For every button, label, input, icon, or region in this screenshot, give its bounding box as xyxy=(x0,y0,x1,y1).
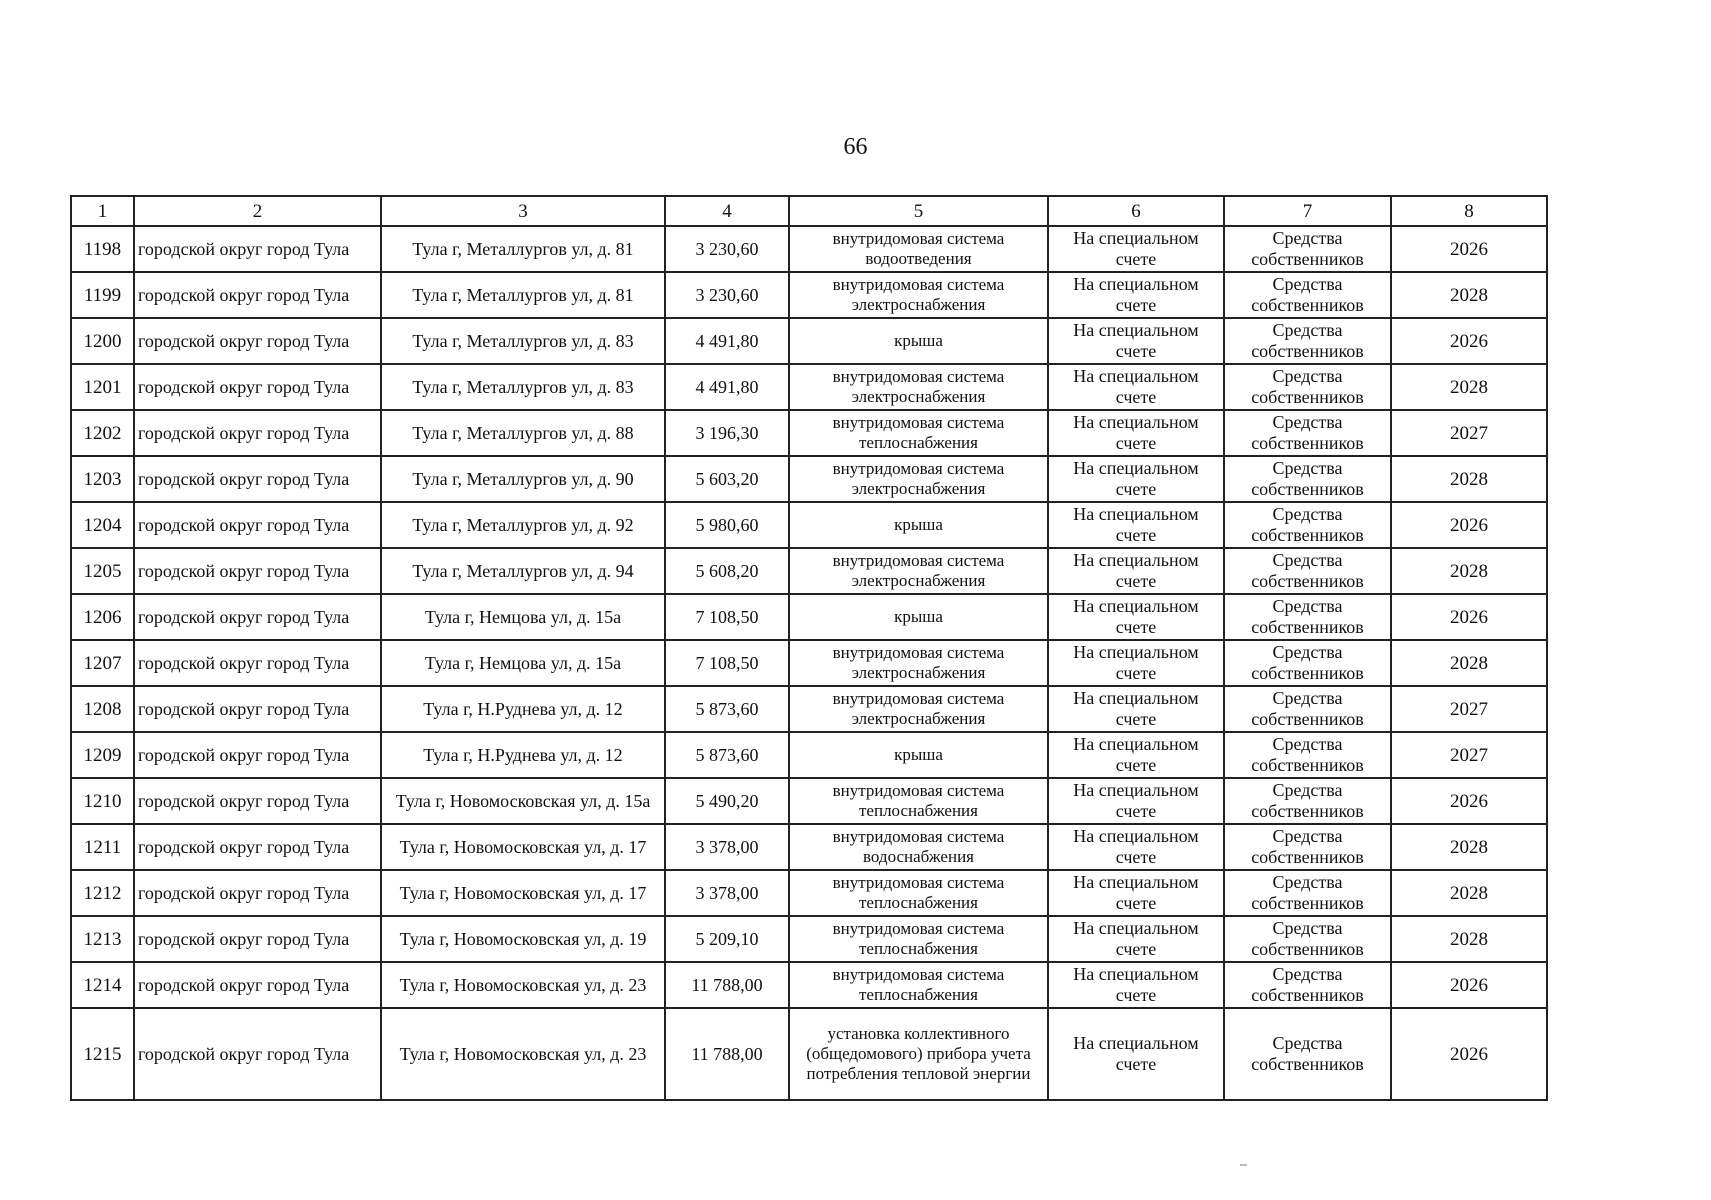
district-cell: городской округ город Тула xyxy=(134,456,381,502)
funding-source-cell: Средства собственников xyxy=(1224,364,1391,410)
address-cell: Тула г, Новомосковская ул, д. 23 xyxy=(381,962,665,1008)
address-cell: Тула г, Металлургов ул, д. 94 xyxy=(381,548,665,594)
area-cell: 7 108,50 xyxy=(665,640,789,686)
district-cell: городской округ город Тула xyxy=(134,226,381,272)
year-cell: 2028 xyxy=(1391,824,1547,870)
funding-source-cell: Средства собственников xyxy=(1224,824,1391,870)
row-number-cell: 1215 xyxy=(71,1008,134,1100)
work-type-cell: крыша xyxy=(789,732,1048,778)
fund-account-cell: На специальном счете xyxy=(1048,272,1224,318)
area-cell: 3 196,30 xyxy=(665,410,789,456)
year-cell: 2027 xyxy=(1391,410,1547,456)
work-type-cell: внутридомовая система электроснабжения xyxy=(789,640,1048,686)
district-cell: городской округ город Тула xyxy=(134,824,381,870)
table-row xyxy=(71,318,1547,364)
year-cell: 2026 xyxy=(1391,318,1547,364)
funding-source-cell: Средства собственников xyxy=(1224,548,1391,594)
header-cell: 3 xyxy=(381,196,665,226)
scan-artifact xyxy=(1240,1164,1247,1166)
row-number-cell: 1206 xyxy=(71,594,134,640)
fund-account-cell: На специальном счете xyxy=(1048,732,1224,778)
fund-account-cell: На специальном счете xyxy=(1048,640,1224,686)
row-number-cell: 1203 xyxy=(71,456,134,502)
year-cell: 2026 xyxy=(1391,962,1547,1008)
table-row xyxy=(71,502,1547,548)
address-cell: Тула г, Металлургов ул, д. 92 xyxy=(381,502,665,548)
funding-source-cell: Средства собственников xyxy=(1224,640,1391,686)
header-cell: 1 xyxy=(71,196,134,226)
district-cell: городской округ город Тула xyxy=(134,272,381,318)
table-row xyxy=(71,594,1547,640)
header-row xyxy=(71,196,1547,226)
area-cell: 11 788,00 xyxy=(665,1008,789,1100)
work-type-cell: установка коллективного (общедомового) прибора учета потребления тепловой энергии xyxy=(789,1008,1048,1100)
fund-account-cell: На специальном счете xyxy=(1048,548,1224,594)
table-row xyxy=(71,456,1547,502)
funding-source-cell: Средства собственников xyxy=(1224,870,1391,916)
area-cell: 5 873,60 xyxy=(665,732,789,778)
address-cell: Тула г, Металлургов ул, д. 88 xyxy=(381,410,665,456)
address-cell: Тула г, Металлургов ул, д. 81 xyxy=(381,272,665,318)
address-cell: Тула г, Металлургов ул, д. 81 xyxy=(381,226,665,272)
funding-source-cell: Средства собственников xyxy=(1224,594,1391,640)
area-cell: 5 873,60 xyxy=(665,686,789,732)
address-cell: Тула г, Новомосковская ул, д. 23 xyxy=(381,1008,665,1100)
row-number-cell: 1214 xyxy=(71,962,134,1008)
fund-account-cell: На специальном счете xyxy=(1048,410,1224,456)
district-cell: городской округ город Тула xyxy=(134,778,381,824)
header-cell: 8 xyxy=(1391,196,1547,226)
year-cell: 2026 xyxy=(1391,778,1547,824)
work-type-cell: внутридомовая система теплоснабжения xyxy=(789,870,1048,916)
work-type-cell: крыша xyxy=(789,502,1048,548)
area-cell: 4 491,80 xyxy=(665,318,789,364)
district-cell: городской округ город Тула xyxy=(134,640,381,686)
area-cell: 5 608,20 xyxy=(665,548,789,594)
area-cell: 5 603,20 xyxy=(665,456,789,502)
funding-source-cell: Средства собственников xyxy=(1224,778,1391,824)
work-type-cell: внутридомовая система электроснабжения xyxy=(789,364,1048,410)
funding-source-cell: Средства собственников xyxy=(1224,272,1391,318)
address-cell: Тула г, Новомосковская ул, д. 17 xyxy=(381,870,665,916)
year-cell: 2026 xyxy=(1391,1008,1547,1100)
row-number-cell: 1201 xyxy=(71,364,134,410)
table-row xyxy=(71,272,1547,318)
district-cell: городской округ город Тула xyxy=(134,916,381,962)
funding-source-cell: Средства собственников xyxy=(1224,962,1391,1008)
row-number-cell: 1202 xyxy=(71,410,134,456)
year-cell: 2028 xyxy=(1391,272,1547,318)
table-row xyxy=(71,364,1547,410)
district-cell: городской округ город Тула xyxy=(134,502,381,548)
year-cell: 2026 xyxy=(1391,226,1547,272)
year-cell: 2028 xyxy=(1391,916,1547,962)
row-number-cell: 1212 xyxy=(71,870,134,916)
work-type-cell: крыша xyxy=(789,318,1048,364)
area-cell: 3 378,00 xyxy=(665,824,789,870)
row-number-cell: 1211 xyxy=(71,824,134,870)
table-row xyxy=(71,732,1547,778)
fund-account-cell: На специальном счете xyxy=(1048,870,1224,916)
year-cell: 2026 xyxy=(1391,594,1547,640)
year-cell: 2027 xyxy=(1391,686,1547,732)
fund-account-cell: На специальном счете xyxy=(1048,778,1224,824)
table-row xyxy=(71,548,1547,594)
row-number-cell: 1209 xyxy=(71,732,134,778)
header-cell: 2 xyxy=(134,196,381,226)
table-row xyxy=(71,226,1547,272)
funding-source-cell: Средства собственников xyxy=(1224,318,1391,364)
row-number-cell: 1200 xyxy=(71,318,134,364)
district-cell: городской округ город Тула xyxy=(134,364,381,410)
district-cell: городской округ город Тула xyxy=(134,548,381,594)
fund-account-cell: На специальном счете xyxy=(1048,1008,1224,1100)
fund-account-cell: На специальном счете xyxy=(1048,594,1224,640)
row-number-cell: 1205 xyxy=(71,548,134,594)
work-type-cell: внутридомовая система теплоснабжения xyxy=(789,916,1048,962)
area-cell: 3 230,60 xyxy=(665,226,789,272)
row-number-cell: 1210 xyxy=(71,778,134,824)
year-cell: 2028 xyxy=(1391,870,1547,916)
work-type-cell: внутридомовая система теплоснабжения xyxy=(789,962,1048,1008)
funding-source-cell: Средства собственников xyxy=(1224,916,1391,962)
fund-account-cell: На специальном счете xyxy=(1048,456,1224,502)
header-cell: 6 xyxy=(1048,196,1224,226)
funding-source-cell: Средства собственников xyxy=(1224,502,1391,548)
district-cell: городской округ город Тула xyxy=(134,594,381,640)
district-cell: городской округ город Тула xyxy=(134,318,381,364)
district-cell: городской округ город Тула xyxy=(134,686,381,732)
header-cell: 7 xyxy=(1224,196,1391,226)
area-cell: 7 108,50 xyxy=(665,594,789,640)
year-cell: 2028 xyxy=(1391,456,1547,502)
row-number-cell: 1199 xyxy=(71,272,134,318)
area-cell: 4 491,80 xyxy=(665,364,789,410)
table-row xyxy=(71,1008,1547,1100)
address-cell: Тула г, Н.Руднева ул, д. 12 xyxy=(381,732,665,778)
funding-source-cell: Средства собственников xyxy=(1224,686,1391,732)
table-row xyxy=(71,870,1547,916)
fund-account-cell: На специальном счете xyxy=(1048,916,1224,962)
work-type-cell: внутридомовая система теплоснабжения xyxy=(789,778,1048,824)
address-cell: Тула г, Немцова ул, д. 15а xyxy=(381,594,665,640)
funding-source-cell: Средства собственников xyxy=(1224,456,1391,502)
funding-source-cell: Средства собственников xyxy=(1224,226,1391,272)
table-row xyxy=(71,916,1547,962)
table-row xyxy=(71,824,1547,870)
area-cell: 3 230,60 xyxy=(665,272,789,318)
funding-source-cell: Средства собственников xyxy=(1224,1008,1391,1100)
work-type-cell: внутридомовая система водоснабжения xyxy=(789,824,1048,870)
address-cell: Тула г, Н.Руднева ул, д. 12 xyxy=(381,686,665,732)
work-type-cell: внутридомовая система водоотведения xyxy=(789,226,1048,272)
work-type-cell: крыша xyxy=(789,594,1048,640)
table-row xyxy=(71,410,1547,456)
row-number-cell: 1207 xyxy=(71,640,134,686)
year-cell: 2028 xyxy=(1391,548,1547,594)
work-type-cell: внутридомовая система электроснабжения xyxy=(789,548,1048,594)
row-number-cell: 1213 xyxy=(71,916,134,962)
address-cell: Тула г, Новомосковская ул, д. 17 xyxy=(381,824,665,870)
area-cell: 5 490,20 xyxy=(665,778,789,824)
table-row xyxy=(71,962,1547,1008)
row-number-cell: 1204 xyxy=(71,502,134,548)
district-cell: городской округ город Тула xyxy=(134,870,381,916)
year-cell: 2026 xyxy=(1391,502,1547,548)
work-type-cell: внутридомовая система электроснабжения xyxy=(789,272,1048,318)
row-number-cell: 1198 xyxy=(71,226,134,272)
address-cell: Тула г, Немцова ул, д. 15а xyxy=(381,640,665,686)
table-row xyxy=(71,778,1547,824)
district-cell: городской округ город Тула xyxy=(134,732,381,778)
row-number-cell: 1208 xyxy=(71,686,134,732)
year-cell: 2028 xyxy=(1391,364,1547,410)
district-cell: городской округ город Тула xyxy=(134,962,381,1008)
header-cell: 4 xyxy=(665,196,789,226)
fund-account-cell: На специальном счете xyxy=(1048,962,1224,1008)
year-cell: 2027 xyxy=(1391,732,1547,778)
fund-account-cell: На специальном счете xyxy=(1048,364,1224,410)
header-cell: 5 xyxy=(789,196,1048,226)
funding-source-cell: Средства собственников xyxy=(1224,410,1391,456)
program-table xyxy=(70,195,1548,1101)
fund-account-cell: На специальном счете xyxy=(1048,318,1224,364)
work-type-cell: внутридомовая система теплоснабжения xyxy=(789,410,1048,456)
area-cell: 5 980,60 xyxy=(665,502,789,548)
area-cell: 3 378,00 xyxy=(665,870,789,916)
address-cell: Тула г, Металлургов ул, д. 83 xyxy=(381,364,665,410)
fund-account-cell: На специальном счете xyxy=(1048,686,1224,732)
address-cell: Тула г, Новомосковская ул, д. 19 xyxy=(381,916,665,962)
page-number: 66 xyxy=(843,134,868,160)
fund-account-cell: На специальном счете xyxy=(1048,226,1224,272)
area-cell: 5 209,10 xyxy=(665,916,789,962)
work-type-cell: внутридомовая система электроснабжения xyxy=(789,686,1048,732)
address-cell: Тула г, Новомосковская ул, д. 15а xyxy=(381,778,665,824)
district-cell: городской округ город Тула xyxy=(134,1008,381,1100)
district-cell: городской округ город Тула xyxy=(134,410,381,456)
fund-account-cell: На специальном счете xyxy=(1048,824,1224,870)
fund-account-cell: На специальном счете xyxy=(1048,502,1224,548)
funding-source-cell: Средства собственников xyxy=(1224,732,1391,778)
work-type-cell: внутридомовая система электроснабжения xyxy=(789,456,1048,502)
year-cell: 2028 xyxy=(1391,640,1547,686)
table-row xyxy=(71,686,1547,732)
address-cell: Тула г, Металлургов ул, д. 90 xyxy=(381,456,665,502)
area-cell: 11 788,00 xyxy=(665,962,789,1008)
table-row xyxy=(71,640,1547,686)
address-cell: Тула г, Металлургов ул, д. 83 xyxy=(381,318,665,364)
